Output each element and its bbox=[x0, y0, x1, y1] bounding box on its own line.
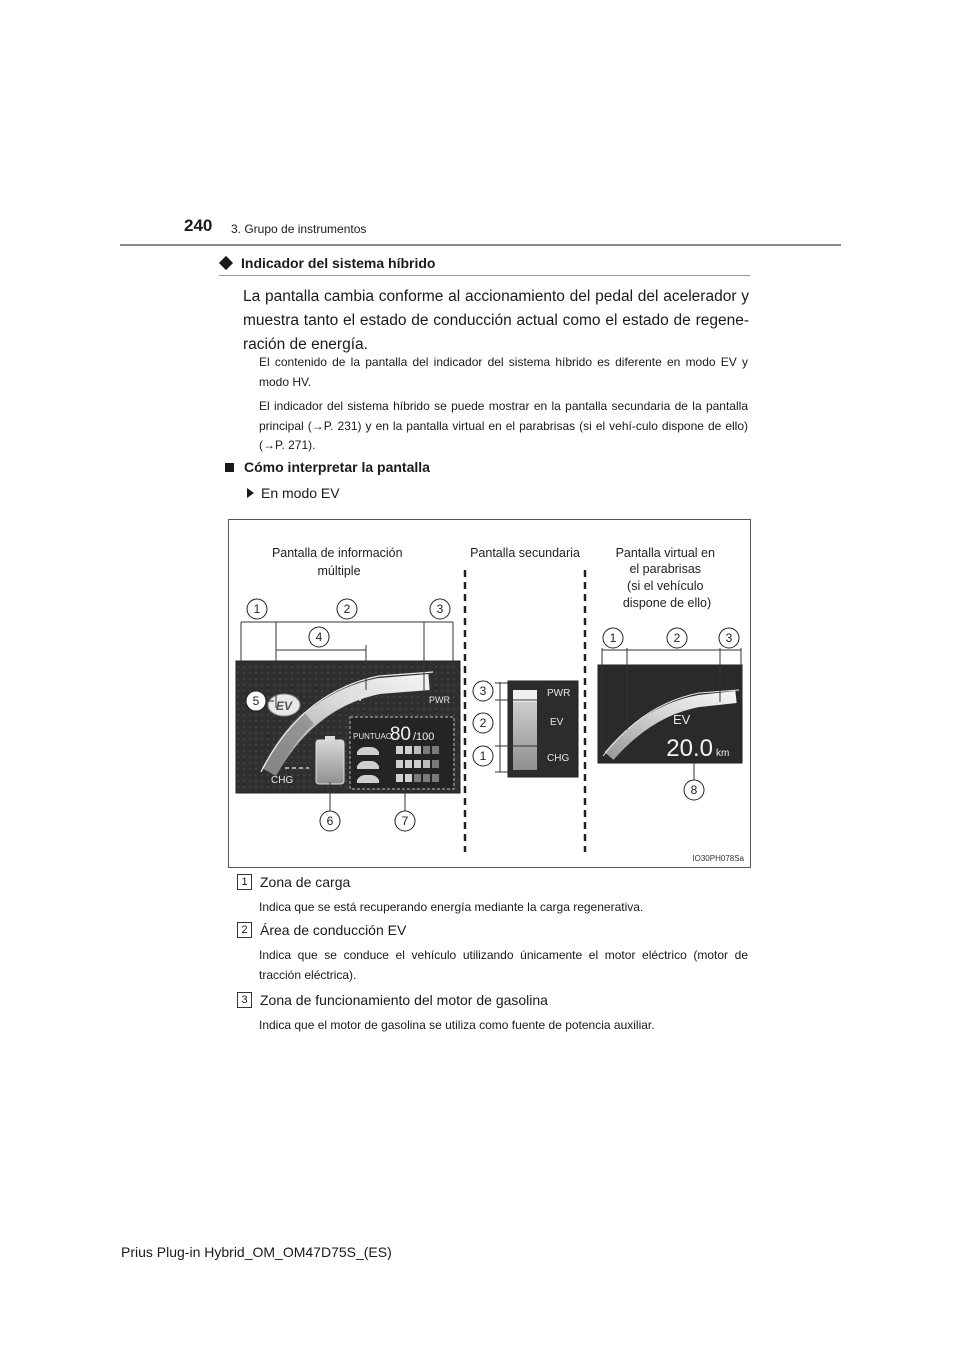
screen-label-ev: EV bbox=[349, 692, 364, 704]
square-bullet-icon bbox=[225, 463, 234, 472]
page-number: 240 bbox=[184, 216, 213, 235]
score-value: 80 bbox=[389, 724, 411, 745]
multi-info-display bbox=[236, 661, 460, 793]
legend-item-1 bbox=[237, 874, 350, 890]
mode-heading bbox=[247, 485, 340, 501]
callout-number: 1 bbox=[609, 631, 617, 645]
hybrid-indicator-figure bbox=[228, 519, 751, 868]
triangle-bullet-icon bbox=[247, 488, 254, 498]
note-paragraph-1: El contenido de la pantalla del indicador del sistema híbrido es diferente en modo EV y modo HV. bbox=[259, 355, 748, 389]
callout-number: 3 bbox=[725, 631, 733, 645]
screen-label-pwr: PWR bbox=[429, 695, 450, 705]
hud-display bbox=[598, 648, 742, 782]
chapter-title: 3. Grupo de instrumentos bbox=[231, 222, 367, 236]
legend-desc-3: Indica que el motor de gasolina se utiliza como fuente de potencia auxiliar. bbox=[259, 1018, 655, 1032]
screen-label-chg: CHG bbox=[271, 775, 294, 786]
legend-title-3: Zona de funcionamiento del motor de gasolina bbox=[260, 992, 548, 1008]
battery-icon bbox=[316, 740, 344, 784]
section-divider bbox=[219, 275, 750, 276]
callout-number: 1 bbox=[253, 602, 261, 616]
label-hud: Pantalla virtual en el parabrisas (si el vehículo dispone de ello) bbox=[615, 546, 715, 610]
secondary-label-ev: EV bbox=[550, 717, 564, 728]
footer-doc-id: Prius Plug-in Hybrid_OM_OM47D75S_(ES) bbox=[121, 1244, 392, 1260]
ev-badge-text: EV bbox=[275, 699, 293, 713]
header-divider bbox=[120, 244, 841, 246]
car-icons bbox=[357, 747, 379, 783]
callout-number: 2 bbox=[673, 631, 681, 645]
mode-heading-text: En modo EV bbox=[261, 485, 340, 501]
subsection-title bbox=[225, 459, 430, 475]
legend-title-1: Zona de carga bbox=[260, 874, 351, 890]
legend-title-2: Área de conducción EV bbox=[260, 922, 407, 938]
callout-number: 3 bbox=[436, 602, 444, 616]
callout-number: 3 bbox=[479, 684, 487, 698]
legend-number-3: 3 bbox=[237, 992, 252, 1008]
callout-number: 6 bbox=[326, 814, 334, 828]
score-bars bbox=[396, 746, 439, 782]
note-paragraph-2: El indicador del sistema híbrido se puede mostrar en la pantalla secundaria de la pantalla principal (→P. 231) y en la pantalla virtual en el parabrisas (si el vehí-culo dispone de ello) (→P. 271). bbox=[259, 399, 748, 452]
legend-item-3 bbox=[237, 992, 548, 1008]
legend-number-1: 1 bbox=[237, 874, 252, 890]
legend-item-2 bbox=[237, 922, 406, 938]
hud-distance-unit: km bbox=[716, 748, 730, 759]
callout-number: 2 bbox=[479, 716, 487, 730]
secondary-display bbox=[495, 681, 578, 777]
hud-label-ev: EV bbox=[673, 712, 691, 727]
callout-number: 4 bbox=[315, 630, 323, 644]
hud-distance: 20.0 bbox=[666, 735, 713, 762]
callout-number: 2 bbox=[343, 602, 351, 616]
legend-desc-1: Indica que se está recuperando energía mediante la carga regenerativa. bbox=[259, 900, 644, 914]
score-max: /100 bbox=[413, 731, 435, 743]
label-multi-info: Pantalla de información múltiple bbox=[271, 546, 403, 578]
secondary-label-pwr: PWR bbox=[547, 688, 571, 699]
score-label: PUNTUAC. bbox=[353, 732, 394, 741]
section-title bbox=[219, 255, 435, 271]
callout-number: 7 bbox=[401, 814, 409, 828]
legend-desc-2: Indica que se conduce el vehículo utilizando únicamente el motor eléctrico (motor de tracción eléctrica). bbox=[259, 948, 748, 982]
figure-code: IO30PH078Sa bbox=[692, 854, 744, 863]
secondary-label-chg: CHG bbox=[547, 753, 570, 764]
legend-number-2: 2 bbox=[237, 922, 252, 938]
diamond-bullet-icon bbox=[219, 256, 233, 270]
callout-number: 5 bbox=[252, 694, 260, 708]
callout-number: 1 bbox=[479, 749, 487, 763]
callout-number: 8 bbox=[690, 783, 698, 797]
section-title-text: Indicador del sistema híbrido bbox=[241, 255, 436, 271]
intro-paragraph: La pantalla cambia conforme al accionamiento del pedal del acelerador y muestra tanto el estado de conducción actual como el estado de regene-ración de energía. bbox=[243, 288, 749, 353]
subsection-title-text: Cómo interpretar la pantalla bbox=[244, 459, 430, 475]
figure-illustration bbox=[229, 520, 750, 867]
label-secondary-display: Pantalla secundaria bbox=[470, 546, 580, 560]
